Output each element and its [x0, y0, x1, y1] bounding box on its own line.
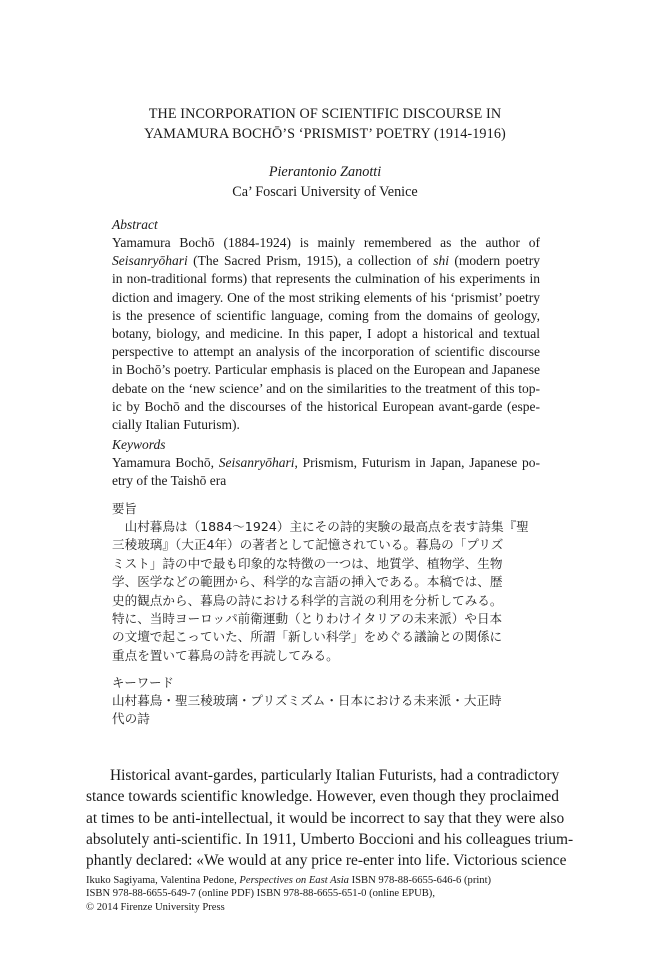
- author-affiliation: Ca’ Foscari University of Venice: [232, 184, 418, 200]
- japanese-abstract-line: 特に、当時ヨーロッパ前衛運動（とりわけイタリアの未来派）や日本: [112, 610, 503, 626]
- abstract-line: cially Italian Futurism).: [112, 416, 240, 432]
- body-line: at times to be anti-intellectual, it would be incorrect to say that they were also: [86, 809, 565, 827]
- abstract-text: [112, 234, 540, 434]
- title-line-2: YAMAMURA BOCHŌ’S ‘PRISMIST’ POETRY (1914-1916): [144, 126, 506, 142]
- footer-part: Ikuko Sagiyama, Valentina Pedone,: [86, 875, 240, 886]
- japanese-abstract-line: の文壇で起こっていた、所謂「新しい科学」をめぐる議論との関係に: [112, 629, 503, 645]
- abstract-italic-title: Seisanryōhari: [112, 253, 188, 269]
- body-line: absolutely anti-scientific. In 1911, Umberto Boccioni and his colleagues trium-: [86, 830, 574, 848]
- japanese-keywords-line: 代の詩: [112, 711, 150, 727]
- keywords-part: Yamamura Bochō,: [112, 455, 219, 470]
- author-name: Pierantonio Zanotti: [268, 164, 382, 180]
- body-line: Historical avant-gardes, particularly Italian Futurists, had a contradictory: [110, 767, 560, 784]
- footer-line: © 2014 Firenze University Press: [86, 901, 225, 913]
- keywords-part: , Prismism, Futurism in Japan, Japanese po-: [294, 455, 540, 470]
- abstract-line: in Bochō’s poetry. Particular emphasis is placed on the European and Japanese: [112, 362, 540, 378]
- keywords-heading: Keywords: [112, 437, 166, 452]
- abstract-line: [112, 252, 540, 270]
- abstract-line: debate on the ‘new science’ and on the similarities to the treatment of this top-: [112, 380, 540, 396]
- japanese-abstract-line: 史的観点から、暮鳥の詩における科学的言説の利用を分析してみる。: [112, 592, 503, 608]
- footer-line: ISBN 978-88-6655-649-7 (online PDF) ISBN 978-88-6655-651-0 (online EPUB),: [86, 888, 435, 900]
- japanese-abstract-line: ミスト」詩の中で最も印象的な特徴の一つは、地質学、植物学、生物: [112, 555, 503, 571]
- keywords-italic: Seisanryōhari: [218, 455, 295, 470]
- title-line-1: THE INCORPORATION OF SCIENTIFIC DISCOURSE IN: [148, 106, 502, 122]
- abstract-line-part: (The Sacred Prism, 1915), a collection of: [193, 253, 428, 269]
- keywords-line: [112, 454, 540, 472]
- paper-title: [60, 104, 590, 144]
- japanese-keywords-text: [112, 692, 540, 729]
- keywords-line: etry of the Taishō era: [112, 473, 227, 489]
- japanese-abstract-line: 重点を置いて暮鳥の詩を再読してみる。: [112, 647, 339, 663]
- footer-book-title: Perspectives on East Asia: [239, 875, 349, 886]
- japanese-abstract-line: 学、医学などの範囲から、科学的な言語の挿入である。本稿では、歴: [112, 574, 503, 590]
- japanese-abstract-line: 三稜玻璃』（大正4年）の著者として記憶されている。暮鳥の「プリズ: [112, 537, 504, 553]
- abstract-line: diction and imagery. One of the most striking elements of his ‘prismist’ poetry: [112, 289, 540, 305]
- footer-part: ISBN 978-88-6655-646-6 (print): [348, 875, 492, 886]
- japanese-abstract-heading: 要旨: [112, 501, 137, 516]
- abstract-line: botany, biology, and medicine. In this paper, I adopt a historical and textual: [112, 325, 540, 341]
- abstract-line-part: (modern poetry: [449, 253, 541, 269]
- abstract-heading: Abstract: [112, 217, 158, 232]
- body-line: phantly declared: «We would at any price re-enter into life. Victorious science: [86, 852, 567, 870]
- abstract-italic-shi: shi: [433, 253, 450, 269]
- japanese-abstract-line: 山村暮鳥は（1884〜1924）主にその詩的実験の最高点を表す詩集『聖: [112, 519, 529, 534]
- japanese-keywords-line: 山村暮鳥・聖三稜玻璃・プリズミズム・日本における未来派・大正時: [112, 693, 502, 708]
- abstract-line: in non-traditional forms) that represents the culmination of his experiments in: [112, 271, 540, 287]
- body-line: stance towards scientific knowledge. However, even though they proclaimed: [86, 788, 559, 806]
- abstract-line: Yamamura Bochō (1884-1924) is mainly remembered as the author of: [112, 235, 540, 250]
- body-paragraph: [86, 765, 574, 871]
- japanese-keywords-heading: キーワード: [112, 675, 174, 690]
- abstract-line: perspective to attempt an analysis of the incorporation of scientific discourse: [112, 344, 540, 360]
- abstract-line: is the presence of scientific language, coming from the domains of geology,: [112, 307, 540, 323]
- japanese-abstract-text: [112, 518, 540, 665]
- abstract-line: ic by Bochō and the discourses of the historical European avant-garde (espe-: [112, 398, 540, 414]
- keywords-text: [112, 454, 540, 490]
- footer-line: [86, 874, 566, 887]
- publication-footer: [86, 874, 566, 914]
